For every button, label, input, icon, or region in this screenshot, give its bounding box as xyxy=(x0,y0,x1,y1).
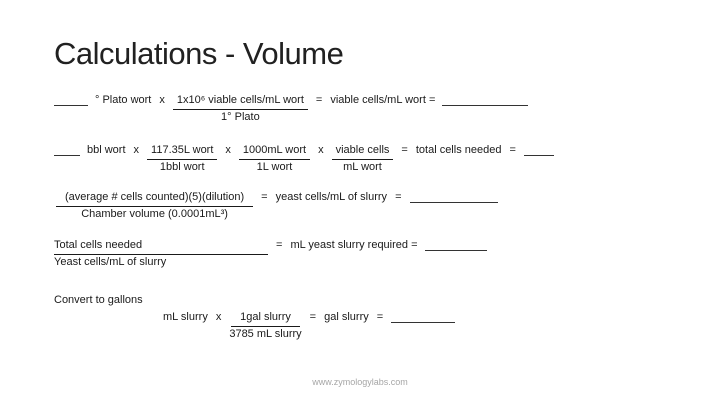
slide-title: Calculations - Volume xyxy=(54,36,344,71)
fraction-denominator: Yeast cells/mL of slurry xyxy=(54,256,167,268)
footer-url: www.zymologylabs.com xyxy=(312,377,408,387)
formula-ml-slurry-required xyxy=(54,239,487,269)
blank-line xyxy=(524,144,554,156)
fraction xyxy=(229,311,301,341)
fraction-denominator: mL wort xyxy=(343,161,382,173)
fraction-numerator: 1gal slurry xyxy=(231,311,300,327)
blank-line xyxy=(410,191,498,203)
multiply-sign: x xyxy=(159,94,165,106)
equals-sign: = xyxy=(315,94,323,106)
fraction xyxy=(332,144,394,174)
fraction-numerator: Total cells needed xyxy=(54,239,268,255)
fraction xyxy=(173,94,308,124)
fraction-numerator: 1000mL wort xyxy=(239,144,310,160)
fraction xyxy=(147,144,217,174)
fraction xyxy=(56,191,253,221)
fraction-denominator: 3785 mL slurry xyxy=(229,328,302,340)
formula-result-label: gal slurry xyxy=(324,311,369,323)
formula-text: ° Plato wort xyxy=(95,94,152,106)
fraction-numerator: (average # cells counted)(5)(dilution) xyxy=(56,191,253,207)
blank-line xyxy=(442,94,528,106)
formula-text: bbl wort xyxy=(87,144,126,156)
equals-sign: = xyxy=(261,191,268,203)
fraction-denominator: 1° Plato xyxy=(221,111,260,123)
formula-total-cells-needed xyxy=(54,144,554,174)
formula-result-label: yeast cells/mL of slurry xyxy=(275,191,388,203)
formula-result-label: total cells needed xyxy=(415,144,502,156)
fraction-numerator: viable cells xyxy=(332,144,394,160)
blank-line xyxy=(54,94,88,106)
multiply-sign: x xyxy=(215,311,222,323)
multiply-sign: x xyxy=(225,144,231,156)
fraction-denominator: 1L wort xyxy=(256,161,293,173)
formula-text: mL slurry xyxy=(163,311,208,323)
multiply-sign: x xyxy=(318,144,324,156)
formula-gallons-conversion xyxy=(163,311,455,341)
equals-sign: = xyxy=(276,239,283,251)
blank-line xyxy=(54,144,80,156)
formula-result-label: viable cells/mL wort = xyxy=(330,94,436,106)
formula-yeast-cells-per-ml xyxy=(56,191,498,221)
blank-line xyxy=(425,239,487,251)
fraction-numerator: 1x10⁶ viable cells/mL wort xyxy=(173,94,308,110)
equals-sign: = xyxy=(395,191,402,203)
section-label-convert-to-gallons: Convert to gallons xyxy=(54,294,143,306)
formula-result-label: mL yeast slurry required = xyxy=(290,239,418,251)
formula-plato-to-viable-cells xyxy=(54,94,528,124)
blank-line xyxy=(391,311,455,323)
fraction-denominator: 1bbl wort xyxy=(159,161,205,173)
equals-sign: = xyxy=(509,144,516,156)
fraction xyxy=(239,144,310,174)
fraction-denominator: Chamber volume (0.0001mL³) xyxy=(81,208,228,220)
equals-sign: = xyxy=(376,311,384,323)
fraction-numerator: 117.35L wort xyxy=(147,144,217,160)
equals-sign: = xyxy=(309,311,317,323)
multiply-sign: x xyxy=(133,144,140,156)
equals-sign: = xyxy=(401,144,408,156)
fraction xyxy=(54,239,268,269)
